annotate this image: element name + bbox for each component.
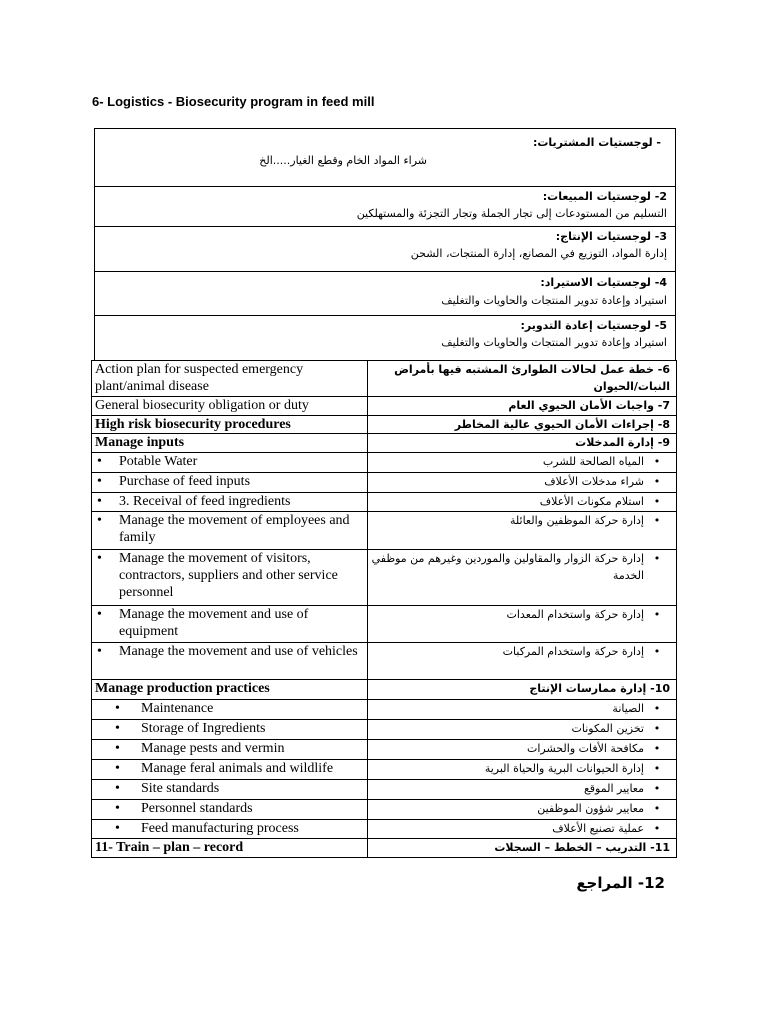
bullet-icon: • bbox=[97, 644, 102, 659]
section-heading: 5- لوجستيات إعادة التدوير: bbox=[520, 319, 667, 332]
arabic-cell: 9- إدارة المدخلات bbox=[368, 434, 677, 453]
item-text: إدارة حركة واستخدام المركبات bbox=[502, 645, 644, 658]
bullet-icon: • bbox=[653, 702, 661, 715]
bullet-icon: • bbox=[97, 474, 102, 489]
item-text: Purchase of feed inputs bbox=[119, 474, 251, 489]
bullet-icon: • bbox=[115, 801, 120, 816]
table-row bbox=[92, 550, 677, 606]
section-heading: 3- لوجستيات الإنتاج: bbox=[555, 230, 667, 243]
bullet-icon: • bbox=[97, 513, 102, 528]
bullet-icon: • bbox=[115, 721, 120, 736]
bullet-icon: • bbox=[653, 455, 661, 468]
item-text: Feed manufacturing process bbox=[141, 821, 299, 836]
english-cell: General biosecurity obligation or duty bbox=[92, 397, 368, 416]
bullet-icon: • bbox=[653, 645, 661, 658]
bullet-icon: • bbox=[653, 722, 661, 735]
bullet-icon: • bbox=[97, 494, 102, 509]
item-text: إدارة حركة واستخدام المعدات bbox=[506, 608, 644, 621]
bullet-icon: • bbox=[115, 821, 120, 836]
item-text: معايير شؤون الموظفين bbox=[537, 802, 644, 815]
bullet-icon: • bbox=[653, 762, 661, 775]
table-row bbox=[92, 416, 677, 434]
bullet-icon: • bbox=[653, 802, 661, 815]
item-text: إدارة حركة الموظفين والعائلة bbox=[509, 514, 644, 527]
english-cell: Manage inputs bbox=[92, 434, 368, 453]
item-text: Manage the movement and use of equipment bbox=[119, 607, 309, 639]
english-cell: 11- Train – plan – record bbox=[92, 839, 368, 858]
english-cell: High risk biosecurity procedures bbox=[92, 416, 368, 434]
bullet-icon: • bbox=[653, 608, 661, 621]
item-text: Manage the movement of employees and family bbox=[119, 513, 350, 545]
bullet-icon: • bbox=[653, 514, 661, 527]
section-detail: إدارة المواد، التوزيع في المصانع، إدارة المنتجات، الشحن bbox=[410, 247, 667, 260]
item-text: Site standards bbox=[141, 781, 220, 796]
section-box-import bbox=[94, 271, 676, 316]
bullet-icon: • bbox=[653, 782, 661, 795]
section-detail: شراء المواد الخام وقطع الغيار.....الخ bbox=[259, 154, 427, 167]
item-text: إدارة الحيوانات البرية والحياة البرية bbox=[484, 762, 644, 775]
table-row bbox=[92, 453, 677, 473]
biosecurity-table bbox=[91, 360, 677, 858]
item-text: شراء مدخلات الأعلاف bbox=[544, 475, 644, 488]
section-box-sales bbox=[94, 186, 676, 227]
table-row bbox=[92, 434, 677, 453]
item-text: Manage the movement of visitors, contractors, suppliers and other service personnel bbox=[119, 551, 338, 600]
table-row bbox=[92, 700, 677, 720]
page-title: 6- Logistics - Biosecurity program in feed mill bbox=[92, 94, 375, 109]
table-row bbox=[92, 720, 677, 740]
table-row bbox=[92, 800, 677, 820]
item-text: Storage of Ingredients bbox=[141, 721, 266, 736]
bullet-icon: • bbox=[653, 742, 661, 755]
table-row bbox=[92, 680, 677, 700]
item-text: Manage the movement and use of vehicles bbox=[119, 644, 358, 659]
bullet-icon: • bbox=[97, 454, 102, 469]
item-text: المياه الصالحة للشرب bbox=[542, 455, 644, 468]
bullet-icon: • bbox=[97, 607, 102, 622]
arabic-cell: 6- خطة عمل لحالات الطوارئ المشتبه فيها بأمراض النبات/الحيوان bbox=[368, 361, 677, 397]
arabic-cell: 11- التدريب – الخطط – السجلات bbox=[368, 839, 677, 858]
bullet-icon: • bbox=[97, 551, 102, 566]
item-text: إدارة حركة الزوار والمقاولين والموردين وغيرهم من موظفي الخدمة bbox=[371, 552, 644, 582]
table-row bbox=[92, 397, 677, 416]
item-text: Personnel standards bbox=[141, 801, 253, 816]
section-detail: التسليم من المستودعات إلى تجار الجملة وتجار التجزئة والمستهلكين bbox=[356, 207, 667, 220]
bullet-icon: • bbox=[115, 781, 120, 796]
item-text: استلام مكونات الأعلاف bbox=[539, 495, 644, 508]
bullet-icon: • bbox=[653, 552, 661, 565]
section-heading: 4- لوجستيات الاستيراد: bbox=[540, 276, 667, 289]
bullet-icon: • bbox=[115, 701, 120, 716]
bullet-icon: • bbox=[653, 475, 661, 488]
item-text: تخزين المكونات bbox=[571, 722, 644, 735]
item-text: معايير الموقع bbox=[583, 782, 644, 795]
section-detail: استيراد وإعادة تدوير المنتجات والحاويات والتغليف bbox=[441, 294, 667, 307]
item-text: 3. Receival of feed ingredients bbox=[119, 494, 291, 509]
bullet-icon: • bbox=[653, 495, 661, 508]
item-text: Manage feral animals and wildlife bbox=[141, 761, 334, 776]
item-text: Maintenance bbox=[141, 701, 214, 716]
english-cell: Action plan for suspected emergency plant/animal disease bbox=[92, 361, 368, 397]
section-box-purchasing bbox=[94, 128, 676, 187]
section-box-production bbox=[94, 226, 676, 272]
table-row bbox=[92, 760, 677, 780]
table-row bbox=[92, 780, 677, 800]
references-heading: 12- المراجع bbox=[576, 874, 665, 892]
item-text: الصيانة bbox=[612, 702, 644, 715]
bullet-icon: • bbox=[653, 822, 661, 835]
section-box-recycling bbox=[94, 315, 676, 361]
table-row bbox=[92, 493, 677, 512]
table-row bbox=[92, 839, 677, 858]
table-row bbox=[92, 512, 677, 550]
bullet-icon: • bbox=[115, 761, 120, 776]
arabic-cell: 10- إدارة ممارسات الإنتاج bbox=[368, 680, 677, 700]
section-detail: استيراد وإعادة تدوير المنتجات والحاويات والتغليف bbox=[441, 336, 667, 349]
table-row bbox=[92, 740, 677, 760]
table-row bbox=[92, 361, 677, 397]
section-heading: 2- لوجستيات المبيعات: bbox=[542, 190, 667, 203]
arabic-cell: 7- واجبات الأمان الحيوي العام bbox=[368, 397, 677, 416]
english-cell: Manage production practices bbox=[92, 680, 368, 700]
table-row bbox=[92, 820, 677, 839]
item-text: عملية تصنيع الأعلاف bbox=[552, 822, 644, 835]
item-text: Manage pests and vermin bbox=[141, 741, 285, 756]
table-row bbox=[92, 473, 677, 493]
bullet-icon: • bbox=[115, 741, 120, 756]
table-row bbox=[92, 606, 677, 643]
table-row bbox=[92, 643, 677, 680]
item-text: مكافحة الأفات والحشرات bbox=[527, 742, 644, 755]
item-text: Potable Water bbox=[119, 454, 198, 469]
arabic-cell: 8- إجراءات الأمان الحيوي عالية المخاطر bbox=[368, 416, 677, 434]
section-heading: - لوجستيات المشتريات: bbox=[532, 136, 661, 149]
